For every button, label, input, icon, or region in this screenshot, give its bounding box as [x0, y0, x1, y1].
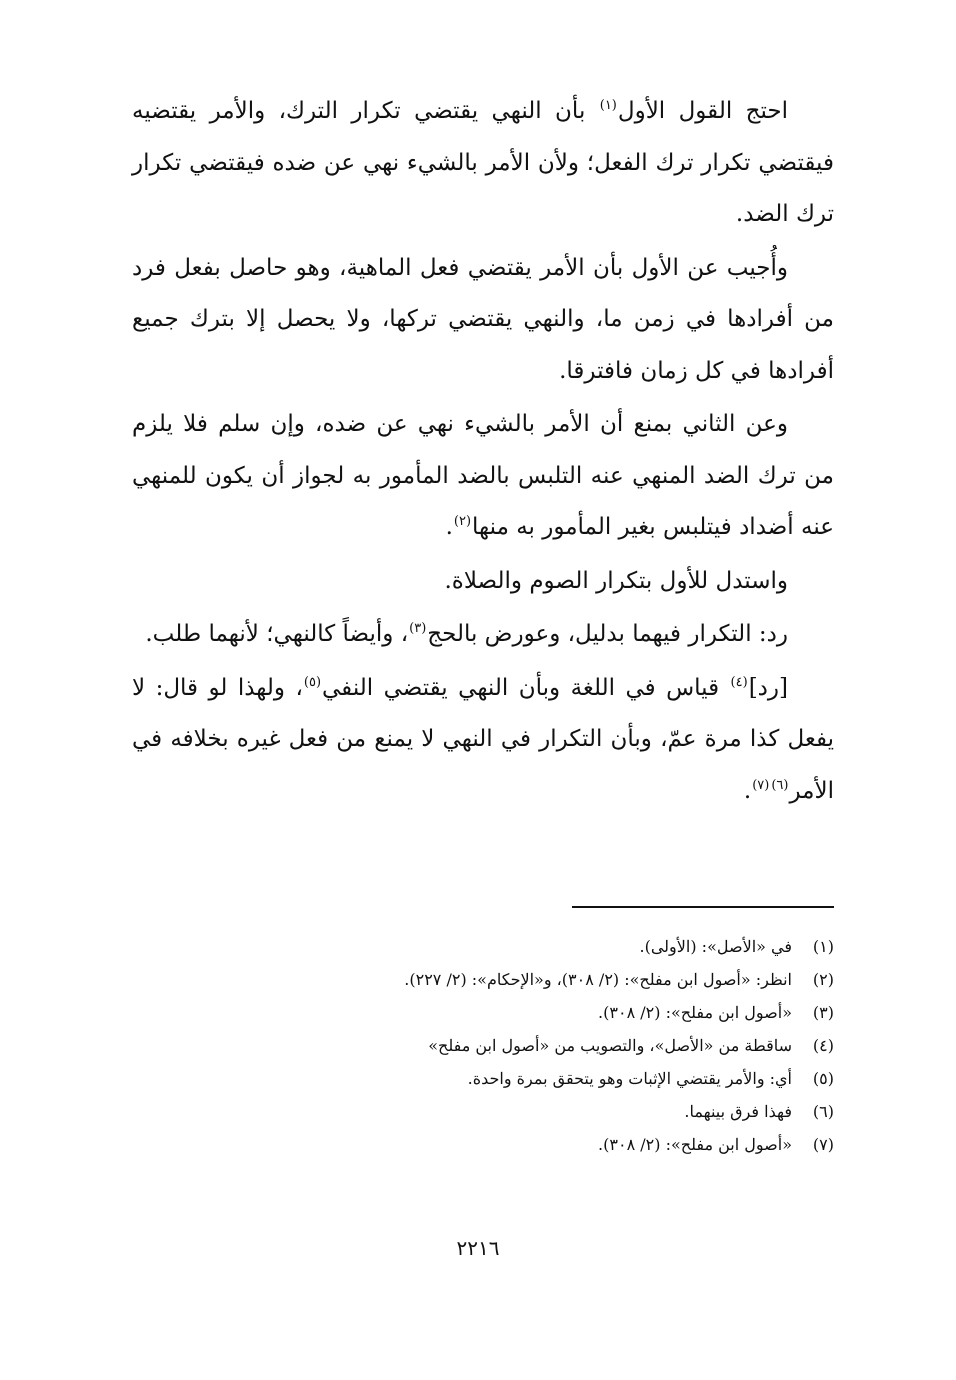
- paragraph-1-text-b: بأن النهي يقتضي تكرار الترك، والأمر يقتضيه فيقتضي تكرار ترك الفعل؛ ولأن الأمر بالشيء نهي عن ضده فيقتضي تكرار ترك الضد.: [132, 98, 834, 227]
- footnote-7: [132, 1128, 834, 1161]
- paragraph-6-text-b: قياس في اللغة وبأن النهي يقتضي النفي: [322, 674, 730, 701]
- footnote-ref-1[interactable]: (١): [599, 98, 617, 113]
- paragraph-5: [132, 609, 834, 661]
- footnote-number: (٦): [812, 1102, 834, 1121]
- paragraph-5-text-b: ، وأيضاً كالنهي؛ لأنهما طلب.: [145, 621, 409, 647]
- footnote-4: [132, 1029, 834, 1062]
- footnote-number: (٧): [812, 1135, 834, 1154]
- paragraph-6-text-d: .: [743, 777, 752, 804]
- paragraph-5-text-a: رد: التكرار فيهما بدليل، وعورض بالحج: [427, 621, 788, 647]
- paragraph-6: [132, 663, 834, 818]
- footnote-number: (٥): [812, 1069, 834, 1088]
- footnote-6: [132, 1095, 834, 1128]
- footnote-text: انظر: «أصول ابن مفلح»: (٢/ ٣٠٨)، و«الإحكام»: (٢/ ٢٢٧).: [404, 970, 792, 989]
- footnote-text: ساقطة من «الأصل»، والتصويب من «أصول ابن مفلح»: [428, 1036, 792, 1055]
- footnote-ref-3[interactable]: (٣): [409, 621, 427, 636]
- footnote-number: (٢): [812, 970, 834, 989]
- footnote-text: في «الأصل»: (الأولى).: [639, 937, 792, 956]
- paragraph-3-text-b: .: [445, 514, 453, 540]
- footnote-text: «أصول ابن مفلح»: (٢/ ٣٠٨).: [598, 1003, 792, 1022]
- footnote-text: فهذا فرق بينهما.: [684, 1102, 792, 1121]
- footnote-separator: [572, 906, 834, 908]
- footnote-ref-4[interactable]: (٤): [730, 674, 748, 690]
- footnote-ref-7[interactable]: (٧): [752, 777, 770, 793]
- footnote-ref-5[interactable]: (٥): [303, 674, 322, 690]
- paragraph-6-text-a: [رد]: [748, 674, 788, 701]
- footnote-number: (١): [812, 937, 834, 956]
- footnote-text: «أصول ابن مفلح»: (٢/ ٣٠٨).: [598, 1135, 792, 1154]
- paragraph-1-text-a: احتج القول الأول: [617, 98, 788, 124]
- footnotes-list: [132, 930, 834, 1161]
- footnote-5: [132, 1062, 834, 1095]
- footnote-ref-2[interactable]: (٢): [453, 514, 472, 529]
- main-text: [132, 86, 834, 817]
- paragraph-3: [132, 399, 834, 554]
- footnote-number: (٤): [812, 1036, 834, 1055]
- footnote-3: [132, 996, 834, 1029]
- paragraph-3-text-a: وعن الثاني بمنع أن الأمر بالشيء نهي عن ضده، وإن سلم فلا يلزم من ترك الضد المنهي عنه التلبس بالضد المأمور به لجواز أن يكون للمنهي عنه أضداد فيتلبس بغير المأمور به منها: [132, 411, 834, 540]
- footnote-ref-6[interactable]: (٦): [771, 777, 789, 793]
- footnote-1: [132, 930, 834, 963]
- footnote-2: [132, 963, 834, 996]
- footnote-number: (٣): [812, 1003, 834, 1022]
- page-number: ٢٢١٦: [456, 1236, 500, 1260]
- paragraph-4: واستدل للأول بتكرار الصوم والصلاة.: [444, 567, 788, 594]
- paragraph-1: [132, 86, 834, 241]
- paragraph-2: وأُجيب عن الأول بأن الأمر يقتضي فعل الماهية، وهو حاصل بفعل فرد من أفرادها في زمن ما، والنهي يقتضي تركها، ولا يحصل إلا بترك جميع أفرادها في كل زمان فافترقا.: [132, 254, 834, 384]
- footnote-text: أي: والأمر يقتضي الإثبات وهو يتحقق بمرة واحدة.: [467, 1069, 792, 1088]
- paragraph-6-text-c: ، ولهذا لو قال: لا يفعل كذا مرة عمّ، وبأن التكرار في النهي لا يمنع من فعل غيره بخلافه في الأمر: [132, 674, 834, 804]
